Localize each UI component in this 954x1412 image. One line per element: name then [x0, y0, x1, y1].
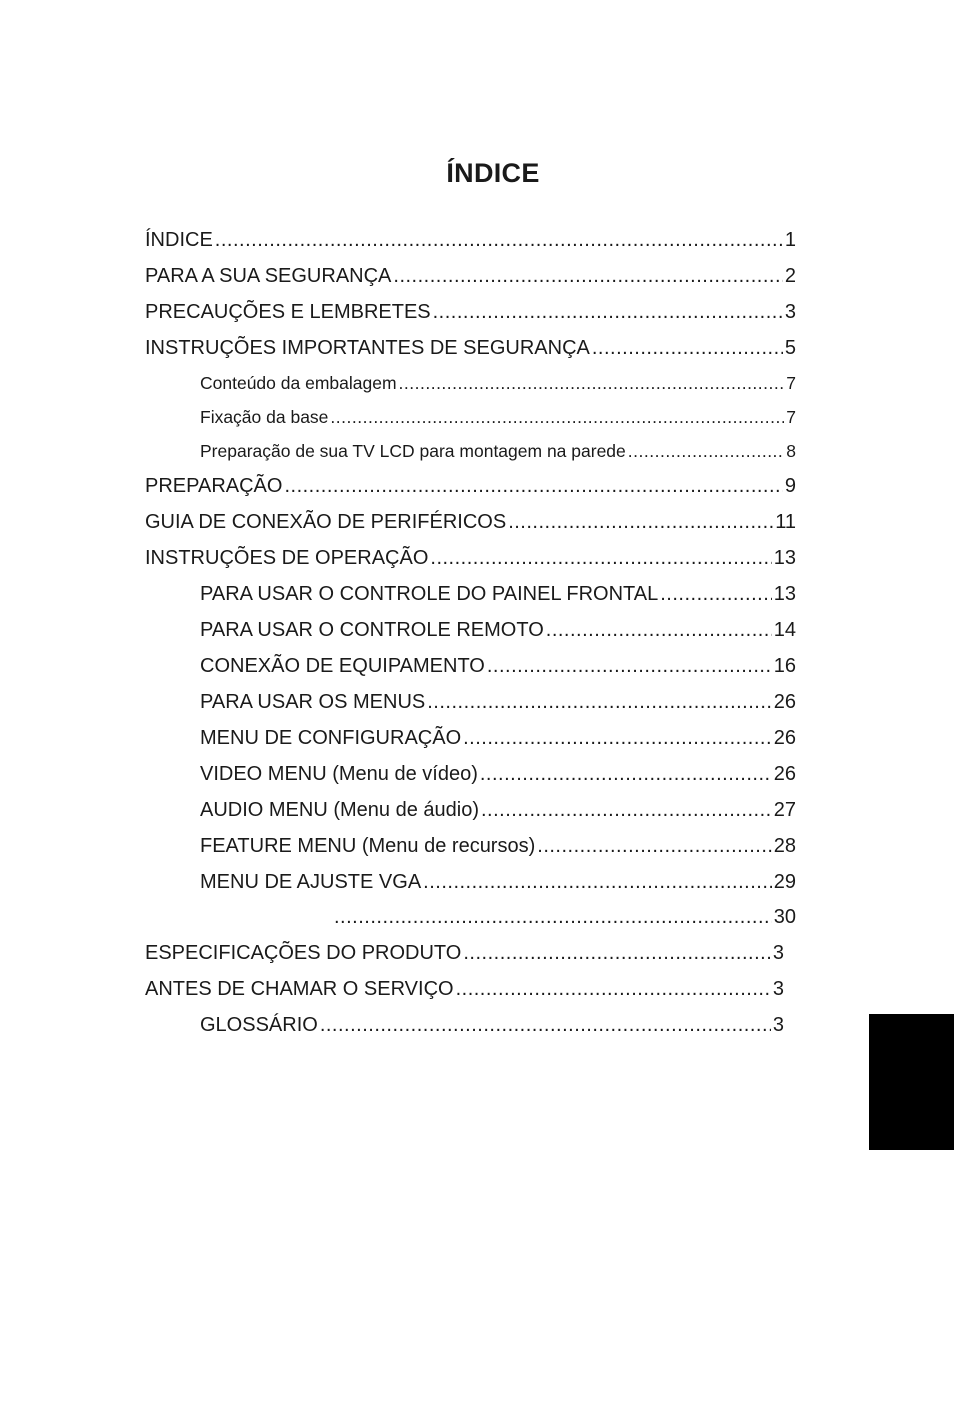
toc-entry-label: Fixação da base — [200, 407, 329, 427]
toc-entry-label: PARA USAR OS MENUS — [200, 691, 426, 713]
toc-entry-label: PRECAUÇÕES E LEMBRETES — [145, 301, 431, 323]
toc-subentry[interactable] — [200, 762, 796, 786]
toc-dot-leader — [284, 474, 782, 498]
toc-entry-page: 3 — [784, 301, 796, 323]
toc-entry-page: 26 — [773, 691, 796, 713]
toc-entry-label: PARA USAR O CONTROLE DO PAINEL FRONTAL — [200, 583, 659, 605]
toc-dot-leader — [480, 762, 772, 786]
toc-subentry[interactable] — [200, 654, 796, 678]
toc-entry-page: 14 — [773, 619, 796, 641]
toc-entry-page: 26 — [773, 763, 796, 785]
toc-entry-page: 16 — [773, 655, 796, 677]
toc-dot-leader — [334, 905, 772, 929]
toc-entry-page: 2 — [784, 265, 796, 287]
toc-dot-leader — [463, 726, 772, 750]
toc-entry-page: 7 — [786, 407, 796, 427]
toc-entry-label: VIDEO MENU (Menu de vídeo) — [200, 763, 478, 785]
toc-dot-leader — [660, 582, 772, 606]
toc-entry-page: 30 — [773, 906, 796, 928]
toc-subentry[interactable] — [200, 439, 796, 463]
toc-entry[interactable] — [145, 474, 796, 498]
toc-entry-page: 7 — [786, 373, 796, 393]
toc-dot-leader — [399, 371, 785, 395]
toc-entry-label: ÍNDICE — [145, 229, 213, 251]
toc-entry-page: 5 — [784, 337, 796, 359]
toc-dot-leader — [463, 941, 771, 965]
toc-entry-page: 3 — [772, 942, 784, 964]
toc-dot-leader — [433, 300, 783, 324]
toc-subentry[interactable] — [200, 371, 796, 395]
toc-dot-leader — [456, 977, 771, 1001]
toc-subentry-unlabeled[interactable] — [332, 905, 796, 929]
toc-subentry[interactable] — [200, 405, 796, 429]
toc-entry-label: PARA USAR O CONTROLE REMOTO — [200, 619, 544, 641]
toc-entry-label: INSTRUÇÕES DE OPERAÇÃO — [145, 547, 429, 569]
toc-subentry[interactable] — [200, 582, 796, 606]
toc-dot-leader — [393, 264, 782, 288]
toc-dot-leader — [546, 618, 772, 642]
toc-dot-leader — [320, 1013, 771, 1037]
toc-dot-leader — [423, 870, 772, 894]
toc-entry[interactable] — [145, 336, 796, 360]
toc-entry-page: 8 — [786, 441, 796, 461]
toc-entry-label: Conteúdo da embalagem — [200, 373, 397, 393]
toc-subentry[interactable] — [200, 834, 796, 858]
toc-entry[interactable] — [145, 300, 796, 324]
toc-entry-page: 26 — [773, 727, 796, 749]
toc-dot-leader — [628, 439, 784, 463]
toc-subentry[interactable] — [200, 1013, 784, 1037]
toc-dot-leader — [537, 834, 771, 858]
toc-subentry[interactable] — [200, 870, 796, 894]
chapter-tab-marker — [869, 1014, 954, 1150]
toc-entry-label: FEATURE MENU (Menu de recursos) — [200, 835, 536, 857]
toc-entry-page: 27 — [773, 799, 796, 821]
toc-entry-page: 28 — [773, 835, 796, 857]
toc-dot-leader — [430, 546, 771, 570]
toc-subentry[interactable] — [200, 726, 796, 750]
toc-entry-page: 13 — [773, 583, 796, 605]
toc-entry[interactable] — [145, 264, 796, 288]
toc-entry-label: GUIA DE CONEXÃO DE PERIFÉRICOS — [145, 511, 507, 533]
toc-dot-leader — [487, 654, 772, 678]
page-title: ÍNDICE — [446, 158, 540, 188]
toc-entry-page: 11 — [775, 511, 796, 533]
toc-dot-leader — [508, 510, 773, 534]
toc-entry-page: 13 — [773, 547, 796, 569]
toc-entry-label: ANTES DE CHAMAR O SERVIÇO — [145, 978, 454, 1000]
toc-dot-leader — [330, 405, 784, 429]
toc-entry-label: CONEXÃO DE EQUIPAMENTO — [200, 655, 485, 677]
toc-entry-label: MENU DE CONFIGURAÇÃO — [200, 727, 462, 749]
toc-subentry[interactable] — [200, 690, 796, 714]
toc-entry-page: 29 — [773, 871, 796, 893]
toc-entry[interactable] — [145, 510, 796, 534]
toc-dot-leader — [592, 336, 783, 360]
toc-entry-label: AUDIO MENU (Menu de áudio) — [200, 799, 479, 821]
toc-entry-page: 1 — [784, 229, 796, 251]
toc-entry-label: MENU DE AJUSTE VGA — [200, 871, 422, 893]
toc-entry-label: PREPARAÇÃO — [145, 475, 283, 497]
toc-entry-label: GLOSSÁRIO — [200, 1014, 318, 1036]
toc-entry-label: INSTRUÇÕES IMPORTANTES DE SEGURANÇA — [145, 337, 590, 359]
toc-entry-page: 3 — [772, 1014, 784, 1036]
toc-entry-label: ESPECIFICAÇÕES DO PRODUTO — [145, 942, 462, 964]
toc-entry-page: 3 — [772, 978, 784, 1000]
toc-entry[interactable] — [145, 941, 784, 965]
toc-subentry[interactable] — [200, 798, 796, 822]
toc-entry[interactable] — [145, 546, 796, 570]
toc-entry-label: Preparação de sua TV LCD para montagem na parede — [200, 441, 626, 461]
toc-entry[interactable] — [145, 228, 796, 252]
toc-dot-leader — [481, 798, 772, 822]
toc-subentry[interactable] — [200, 618, 796, 642]
toc-dot-leader — [427, 690, 772, 714]
toc-entry-label: PARA A SUA SEGURANÇA — [145, 265, 392, 287]
toc-dot-leader — [215, 228, 783, 252]
toc-entry[interactable] — [145, 977, 784, 1001]
toc-entry-page: 9 — [784, 475, 796, 497]
